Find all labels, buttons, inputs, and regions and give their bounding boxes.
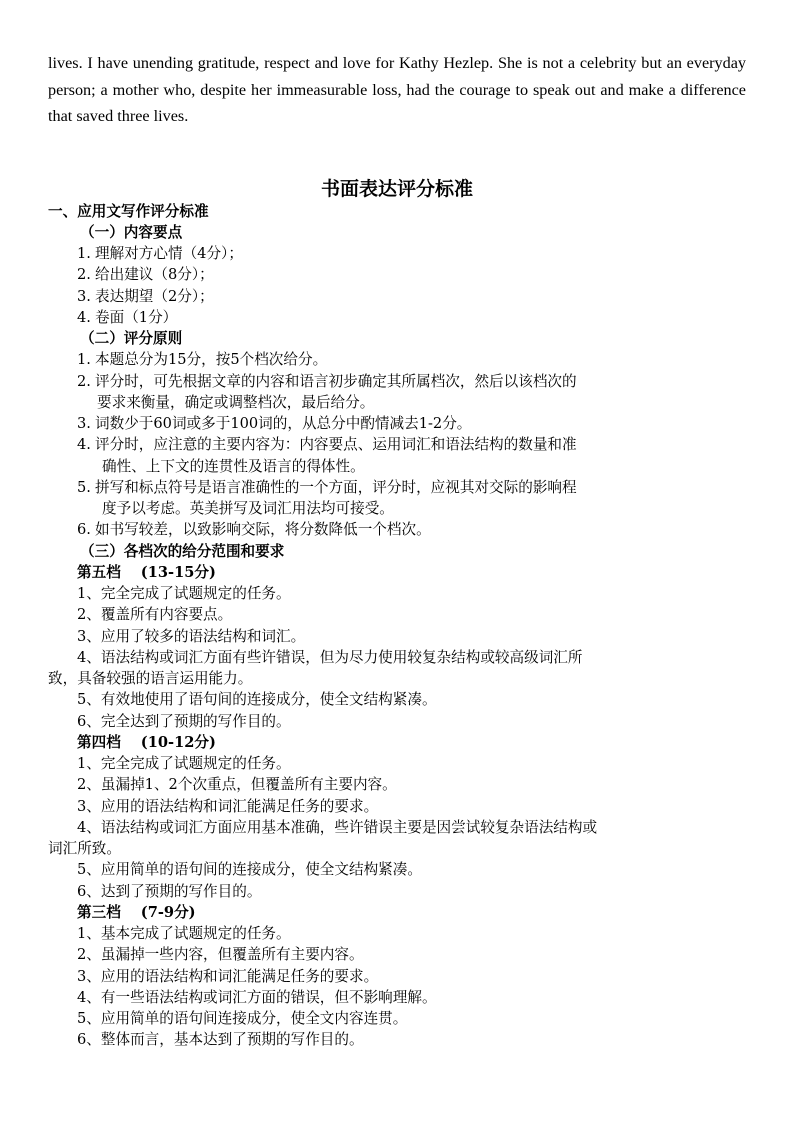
- list-item: 4. 评分时，应注意的主要内容为：内容要点、运用词汇和语法结构的数量和准: [77, 436, 577, 453]
- intro-paragraph: lives. I have unending gratitude, respect and love for Kathy Hezlep. She is not a celebrity but an everyday person; a mother who, despite her immeasurable loss, had the courage to speak out and make a difference that saved three lives.: [48, 54, 746, 125]
- tier-heading: 第三档 (7-9分): [77, 904, 196, 921]
- tier-item: 6、整体而言，基本达到了预期的写作目的。: [77, 1031, 364, 1048]
- list-item: 1. 本题总分为15分，按5个档次给分。: [77, 351, 328, 368]
- tier-item: 5、有效地使用了语句间的连接成分，使全文结构紧凑。: [77, 691, 437, 708]
- tier-heading: 第四档 (10-12分): [77, 734, 216, 751]
- tier-item: 6、完全达到了预期的写作目的。: [77, 713, 291, 730]
- tier-item: 2、覆盖所有内容要点。: [77, 606, 233, 623]
- list-item: 6. 如书写较差，以致影响交际，将分数降低一个档次。: [77, 521, 431, 538]
- list-item: 2. 给出建议（8分）；: [77, 266, 214, 283]
- tier-item: 3、应用了较多的语法结构和词汇。: [77, 628, 306, 645]
- tier-item: 5、应用简单的语句间的连接成分，使全文结构紧凑。: [77, 861, 422, 878]
- tier-item: 1、基本完成了试题规定的任务。: [77, 925, 291, 942]
- tier-item: 2、虽漏掉一些内容，但覆盖所有主要内容。: [77, 946, 364, 963]
- list-item: 3. 表达期望（2分）；: [77, 288, 214, 305]
- tier-item-continuation: 词汇所致。: [48, 840, 121, 857]
- subsection-heading-content: （一）内容要点: [80, 224, 183, 241]
- list-item: 5. 拼写和标点符号是语言准确性的一个方面，评分时，应视其对交际的影响程: [77, 479, 577, 496]
- tier-item: 4、语法结构或词汇方面应用基本准确，些许错误主要是因尝试较复杂语法结构或: [77, 819, 598, 836]
- list-item-continuation: 确性、上下文的连贯性及语言的得体性。: [102, 458, 365, 475]
- page-title: 书面表达评分标准: [320, 178, 473, 200]
- list-item-continuation: 度予以考虑。英美拼写及词汇用法均可接受。: [102, 500, 394, 517]
- tier-item: 5、应用简单的语句间连接成分，使全文内容连贯。: [77, 1010, 408, 1027]
- tier-item: 4、有一些语法结构或词汇方面的错误，但不影响理解。: [77, 989, 437, 1006]
- tier-item: 2、虽漏掉1、2个次重点，但覆盖所有主要内容。: [77, 776, 397, 793]
- tier-item: 1、完全完成了试题规定的任务。: [77, 755, 291, 772]
- list-item: 3. 词数少于60词或多于100词的，从总分中酌情减去1-2分。: [77, 415, 472, 432]
- subsection-heading-tiers: （三）各档次的给分范围和要求: [80, 543, 285, 560]
- section-heading: 一、应用文写作评分标准: [48, 203, 209, 220]
- tier-item-continuation: 致，具备较强的语言运用能力。: [48, 670, 253, 687]
- tier-heading: 第五档 (13-15分): [77, 564, 216, 581]
- tier-item: 1、完全完成了试题规定的任务。: [77, 585, 291, 602]
- tier-item: 3、应用的语法结构和词汇能满足任务的要求。: [77, 968, 379, 985]
- tier-item: 6、达到了预期的写作目的。: [77, 883, 262, 900]
- list-item-continuation: 要求来衡量，确定或调整档次，最后给分。: [97, 394, 375, 411]
- tier-item: 3、应用的语法结构和词汇能满足任务的要求。: [77, 798, 379, 815]
- list-item: 2. 评分时，可先根据文章的内容和语言初步确定其所属档次，然后以该档次的: [77, 373, 577, 390]
- subsection-heading-principles: （二）评分原则: [80, 330, 183, 347]
- list-item: 4. 卷面（1分）: [77, 309, 178, 326]
- tier-item: 4、语法结构或词汇方面有些许错误，但为尽力使用较复杂结构或较高级词汇所: [77, 649, 583, 666]
- list-item: 1. 理解对方心情（4分）；: [77, 245, 243, 262]
